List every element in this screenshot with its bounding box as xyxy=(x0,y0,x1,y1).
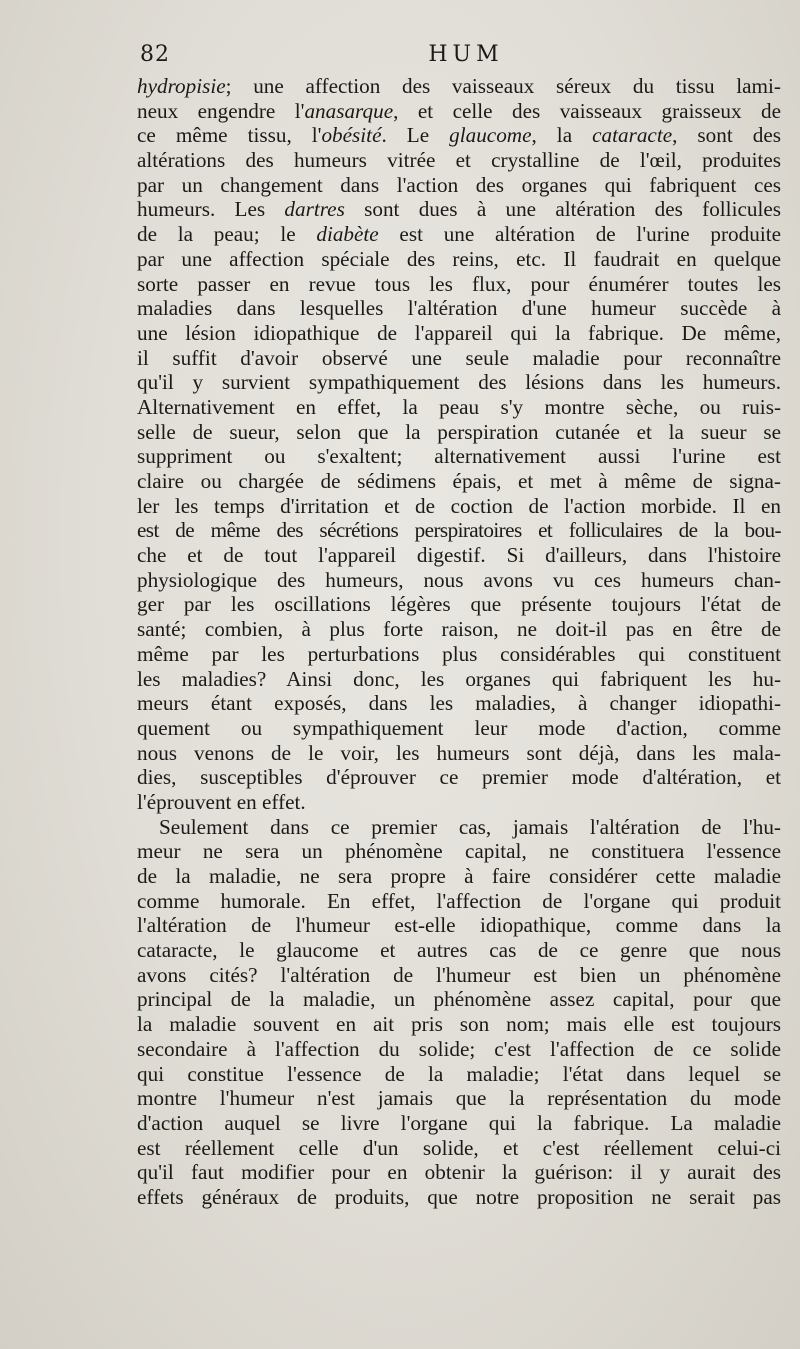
italic-term: diabète xyxy=(316,222,379,247)
text-line: les maladies? Ainsi donc, les organes qui fabriquent les hu- xyxy=(137,666,781,691)
text-line: ce même tissu, l'obésité. Le glaucome, la cataracte, sont des xyxy=(137,123,781,148)
text-line: meur ne sera un phénomène capital, ne constituera l'essence xyxy=(137,839,781,864)
text-line: est de même des sécrétions perspiratoires et folliculaires de la bou- xyxy=(137,518,781,543)
text-line: ger par les oscillations légères que présente toujours l'état de xyxy=(137,592,781,617)
text-line: selle de sueur, selon que la perspiration cutanée et la sueur se xyxy=(137,419,781,444)
text-line: est réellement celle d'un solide, et c'est réellement celui-ci xyxy=(137,1135,781,1160)
text-line: maladies dans lesquelles l'altération d'une humeur succède à xyxy=(137,296,781,321)
text-line: humeurs. Les dartres sont dues à une altération des follicules xyxy=(137,197,781,222)
text-line: physiologique des humeurs, nous avons vu ces humeurs chan- xyxy=(137,567,781,592)
text-line: il suffit d'avoir observé une seule maladie pour reconnaître xyxy=(137,345,781,370)
text-line: che et de tout l'appareil digestif. Si d'ailleurs, dans l'histoire xyxy=(137,543,781,568)
text-line: la maladie souvent en ait pris son nom; mais elle est toujours xyxy=(137,1012,781,1037)
text-line: neux engendre l'anasarque, et celle des vaisseaux graisseux de xyxy=(137,98,781,123)
text-line: altérations des humeurs vitrée et crystalline de l'œil, produites xyxy=(137,148,781,173)
text-line: comme humorale. En effet, l'affection de l'organe qui produit xyxy=(137,888,781,913)
text-line: par une affection spéciale des reins, etc. Il faudrait en quelque xyxy=(137,246,781,271)
text-line: par un changement dans l'action des organes qui fabriquent ces xyxy=(137,172,781,197)
text-line: de la peau; le diabète est une altération de l'urine produite xyxy=(137,222,781,247)
text-line: quement ou sympathiquement leur mode d'action, comme xyxy=(137,715,781,740)
text-line: santé; combien, à plus forte raison, ne doit-il pas en être de xyxy=(137,617,781,642)
text-line: hydropisie; une affection des vaisseaux séreux du tissu lami- xyxy=(137,74,781,98)
text-line: sorte passer en revue tous les flux, pour énumérer toutes les xyxy=(137,271,781,296)
page-number: 82 xyxy=(140,42,170,67)
text-line: de la maladie, ne sera propre à faire considérer cette maladie xyxy=(137,864,781,888)
text-line: montre l'humeur n'est jamais que la représentation du mode xyxy=(137,1086,781,1111)
text-line: qu'il y survient sympathiquement des lésions dans les humeurs. xyxy=(137,370,781,395)
text-line: l'éprouvent en effet. xyxy=(137,789,306,814)
text-line: qu'il faut modifier pour en obtenir la guérison: il y aurait des xyxy=(137,1160,781,1185)
italic-term: glaucome xyxy=(449,123,532,148)
text-line: même par les perturbations plus considérables qui constituent xyxy=(137,641,781,666)
italic-term: hydropisie xyxy=(137,74,226,98)
text-line: meurs étant exposés, dans les maladies, à changer idiopathi- xyxy=(137,691,781,716)
text-line: nous venons de le voir, les humeurs sont déjà, dans les mala- xyxy=(137,740,781,765)
text-line: effets généraux de produits, que notre proposition ne serait pas xyxy=(137,1184,781,1209)
text-line: une lésion idiopathique de l'appareil qui la fabrique. De même, xyxy=(137,320,781,345)
italic-term: obésité xyxy=(321,123,382,148)
text-line: avons cités? l'altération de l'humeur est bien un phénomène xyxy=(137,962,781,987)
text-line: l'altération de l'humeur est-elle idiopathique, comme dans la xyxy=(137,913,781,938)
text-line: ler les temps d'irritation et de coction de l'action morbide. Il en xyxy=(137,493,781,518)
text-line: suppriment ou s'exaltent; alternativement aussi l'urine est xyxy=(137,444,781,469)
text-line: dies, susceptibles d'éprouver ce premier mode d'altération, et xyxy=(137,765,781,790)
body-text xyxy=(137,74,781,1210)
italic-term: anasarque xyxy=(304,98,394,123)
text-line: d'action auquel se livre l'organe qui la fabrique. La maladie xyxy=(137,1110,781,1135)
text-line: Seulement dans ce premier cas, jamais l'altération de l'hu- xyxy=(159,814,781,839)
text-line: qui constitue l'essence de la maladie; l'état dans lequel se xyxy=(137,1061,781,1086)
italic-term: dartres xyxy=(284,197,345,222)
text-line: cataracte, le glaucome et autres cas de ce genre que nous xyxy=(137,938,781,963)
text-line: Alternativement en effet, la peau s'y montre sèche, ou ruis- xyxy=(137,394,781,419)
page-header xyxy=(140,42,780,72)
text-line: secondaire à l'affection du solide; c'est l'affection de ce solide xyxy=(137,1036,781,1061)
running-head: HUM xyxy=(428,42,504,67)
italic-term: cataracte xyxy=(592,123,673,148)
text-line: principal de la maladie, un phénomène assez capital, pour que xyxy=(137,987,781,1012)
text-line: claire ou chargée de sédimens épais, et met à même de signa- xyxy=(137,469,781,493)
